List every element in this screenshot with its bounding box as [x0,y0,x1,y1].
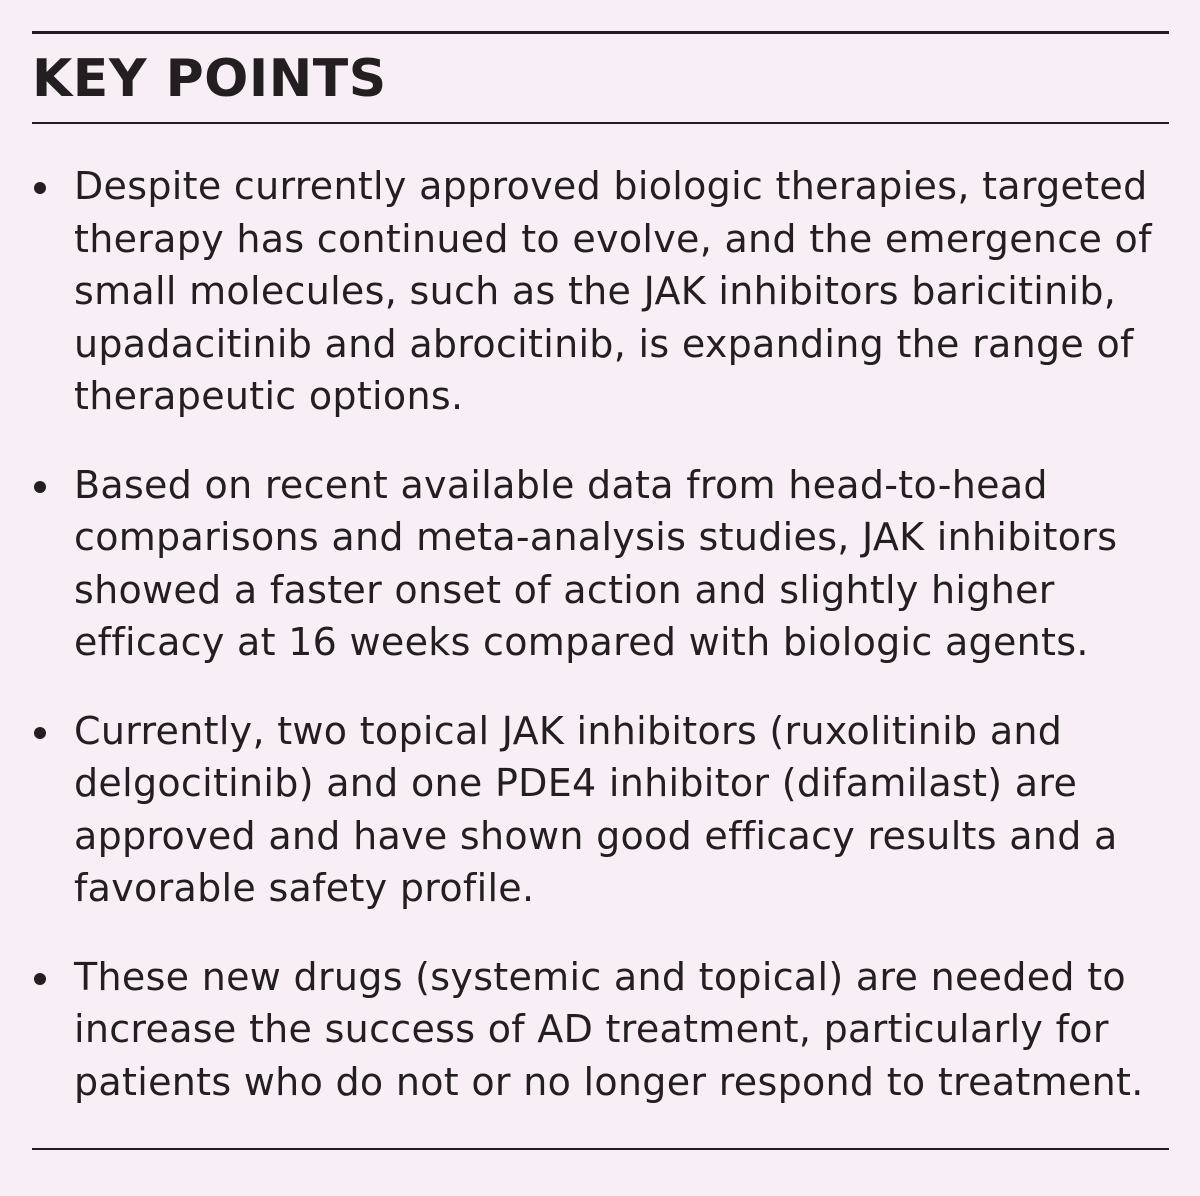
heading-rule [32,122,1169,124]
bullet-icon [34,727,46,739]
key-point-item [32,951,1172,1109]
key-points-list [32,160,1172,1144]
key-point-text: Currently, two topical JAK inhibitors (ruxolitinib and delgocitinib) and one PDE4 inhibitor (difamilast) are approved and have shown good efficacy results and a favorable safety profile. [74,708,1118,910]
key-point-item [32,459,1172,669]
top-rule [32,31,1169,34]
bottom-rule [32,1148,1169,1150]
key-point-text: These new drugs (systemic and topical) are needed to increase the success of AD treatment, particularly for patients who do not or no longer respond to treatment. [74,954,1144,1104]
key-point-text: Despite currently approved biologic therapies, targeted therapy has continued to evolve, and the emergence of small molecules, such as the JAK inhibitors baricitinib, upadacitinib and abrocitinib, is expanding the range of therapeutic options. [74,164,1152,418]
key-point-item [32,160,1172,423]
key-point-text: Based on recent available data from head-to-head comparisons and meta-analysis studies, JAK inhibitors showed a faster onset of action and slightly higher efficacy at 16 weeks compared with biologic agents. [74,462,1118,664]
key-point-item [32,705,1172,915]
bullet-icon [34,481,46,493]
bullet-icon [34,973,46,985]
bullet-icon [34,182,46,194]
key-points-heading: KEY POINTS [32,49,387,109]
